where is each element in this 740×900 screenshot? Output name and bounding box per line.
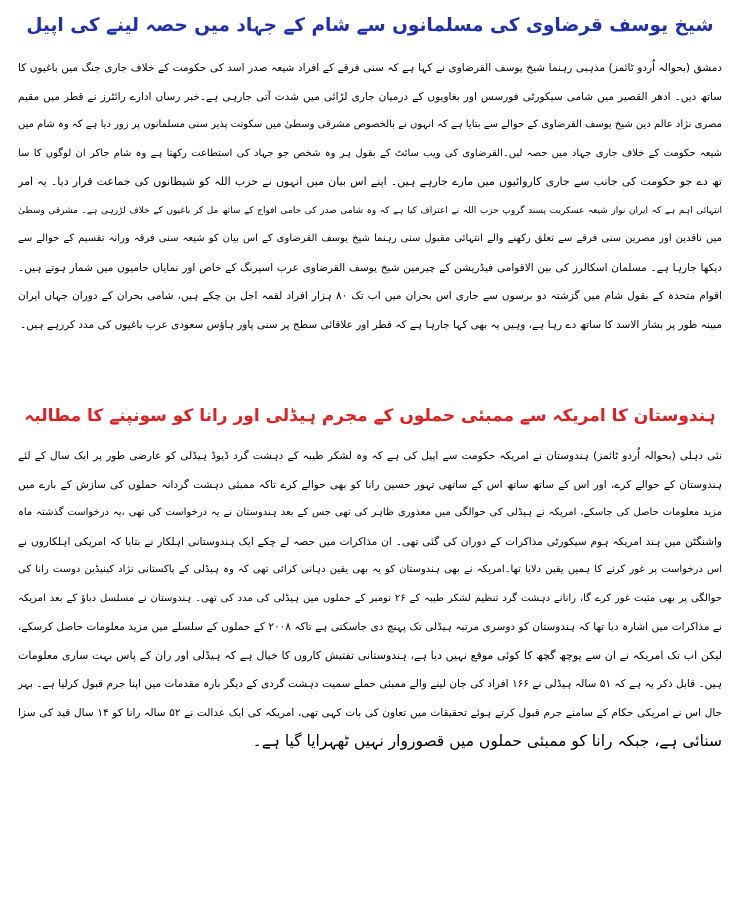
article1-line: دمشق (بحوالہ اُردو ٹائمز) مذہبی رہنما شیخ یوسف القرضاوی نے کہا ہے کہ سنی فرقے کے افراد شیعہ صدر اسد کی حکومت کے خلاف جاری جنگ میں باغیوں کا — [18, 62, 722, 74]
article2-line: حوالگی پر بھی مثبت غور کرے گا، رانانے دہشت گرد تنظیم لشکر طیبہ کے ۲۶ نومبر کے حملوں میں ہیڈلی کی مدد کی تھی۔ ہندوستان نے مسلسل دباؤ کے بعد امریکہ — [18, 592, 722, 604]
article2-line: مزید معلومات حاصل کی جاسکے، امریکہ نے ہیڈلی کی حوالگی میں معذوری ظاہر کی تھی جس کے بعد ہندوستان نے یہ درخواست کی تھی ،یہ درخواست گذشتہ ماہ — [18, 507, 722, 518]
article1-line: تھ دے جو حکومت کی جانب سے جاری کاروائیوں میں مارے جارہے ہیں۔ اپنے اس بیان میں انہوں نے حزب اللہ کو شیطانوں کی جماعت قرار دیا۔ یہ امر — [18, 175, 722, 188]
article2-line: لیکن اب تک امریکہ نے ان سے پوچھ گچھ کا کوئی موقع نہیں دیا ہے، ہندوستانی تفتیش کاروں کا خیال ہے کہ ہیڈلی اور ران کے پاس بہت ساری معلومات — [18, 648, 722, 662]
article2-body — [18, 438, 722, 854]
article2-line: ہیں۔ قابل ذکر یہ ہے کہ ۵۱ سالہ ہیڈلی نے ۱۶۶ افراد کی جان لینے والے ممبئی حملے سمیت دہشت گردی کے دیگر بارہ مقدمات میں اپنا جرم قبول کرلیا ہے۔ بہر — [18, 678, 722, 690]
article2-headline: ہندوستان کا امریکہ سے ممبئی حملوں کے مجرم ہیڈلی اور رانا کو سونپنے کا مطالبہ — [24, 406, 716, 426]
article1-line: دیکھا جارہا ہے۔ مسلمان اسکالرز کی بین الاقوامی فیڈریشن کے چیرمین شیخ یوسف القرضاوی عرب اسپرنگ کے خاص اور نمایاں حامیوں میں شمار ہوتے ہیں۔ — [18, 261, 722, 274]
article1-body — [18, 54, 722, 394]
article1-line: مبینہ طور پر بشار الاسد کا ساتھ دے رہا ہے، وہیں یہ بھی کہا جارہا ہے کہ قطر اور علاقائی سطح پر سنی پاور ہاؤس سعودی عرب باغیوں کی مدد کررہے ہیں۔ — [20, 318, 722, 331]
article2-line: سنائی ہے، جبکہ رانا کو ممبئی حملوں میں قصوروار نہیں ٹھہرایا گیا ہے۔ — [252, 732, 722, 750]
article2-line: ہندوستان کے حوالے کرے، اور اس کے ساتھ ساتھ اس کے ساتھی تہور حسین رانا کو بھی حوالے کرے تاکہ ممبئی دہشت گردانہ حملوں کی سازش کے بارے میں — [18, 478, 722, 491]
article2-line: نئی دہلی (بحوالہ اُردو ٹائمز) ہندوستان نے امریکہ حکومت سے اپیل کی ہے کہ وہ لشکر طیبہ کے دہشت گرد ڈیوڈ ہیڈلی کو عارضی طور پر ایک سال کے لئے — [18, 450, 722, 462]
article1-line: انتہائی اہم ہے کہ ایران نواز شیعہ عسکریت پسند گروپ حزب اللہ نے اعتراف کیا ہے کہ وہ شامی صدر کی حامی افواج کے ساتھ مل کر باغیوں کے خلاف لڑرہی ہے۔ مشرقی وسطیٰ — [18, 205, 722, 216]
article1-line: مصری نژاد عالم دین شیخ یوسف القرضاوی کے حوالے سے بتایا ہے کہ انہوں نے بالخصوص مشرقی وسطیٰ میں سکونت پذیر سنی مسلمانوں پر زور دیا ہے کہ وہ شام میں — [18, 119, 722, 130]
article1-line: شیعہ حکومت کے خلاف جاری جہاد میں حصہ لیں۔القرضاوی کی ویب سائٹ کے بقول ہر وہ شخص جو جہاد کی استطاعت رکھتا ہے وہ شام جاکر ان لوگوں کا سا — [18, 147, 722, 159]
article1-line: اقوام متحدہ کے بقول شام میں گزشتہ دو برسوں سے جاری اس بحران میں اب تک ۸۰ ہزار افراد لقمہ اجل بن چکے ہیں، شامی بحران کے دوران جہاں ایران — [18, 290, 722, 302]
article2-line: اس درخواست پر غور کرنے کا ہمیں یقین دلایا تھا۔امریکہ نے بھی ہندوستان کو یہ بھی یقین دہانی کرائی تھی کہ وہ ہیڈلی کے پاکستانی نژاد کینیڈین دوست رانا کی — [18, 564, 722, 575]
article1-line: ساتھ دیں۔ ادھر القصیر میں شامی سیکورٹی فورسس اور بغاویوں کے درمیان جاری لڑائی میں شدت آتی جارہی ہے۔خبر رساں ادارے رائٹرز نے قطر میں مقیم — [18, 90, 722, 103]
article2-line: نے مذاکرات میں اشارہ دیا تھا کہ ہندوستان کو دوسری مرتبہ ہیڈلی تک پہنچ دی جاسکتی ہے تاکہ ۲۰۰۸ کے حملوں کے سلسلے میں مزید معلومات حاصل کرسکے، — [18, 621, 722, 633]
article1-headline: شیخ یوسف قرضاوی کی مسلمانوں سے شام کے جہاد میں حصہ لینے کی اپیل — [26, 15, 714, 36]
article2-line: واشنگٹن میں ہند امریکہ ہوم سیکورٹی مذاکرات کے دوران کی گئی تھی۔ ان مذاکرات میں حصہ لے چکے ایک ہندوستانی اہلکار نے بتایا کہ امریکی اہلکاروں نے — [18, 535, 722, 548]
article2-line: حال اس نے امریکی حکام کے سامنے جرم قبول کرتے ہوئے تحقیقات میں تعاون کی بات کہی تھی، امریکہ کی ایک عدالت نے ۵۲ سالہ رانا کو ۱۴ سال قید کی سزا — [18, 706, 722, 719]
article1-line: میں ناقدین اور مصرین سنی فرقے سے تعلق رکھنے والے انتہائی مقبول سنی رہنما شیخ یوسف القرضاوی کے اس بیان کو شیعہ سنی فرقہ ورانہ تقسیم کے حوالے سے — [18, 233, 722, 244]
